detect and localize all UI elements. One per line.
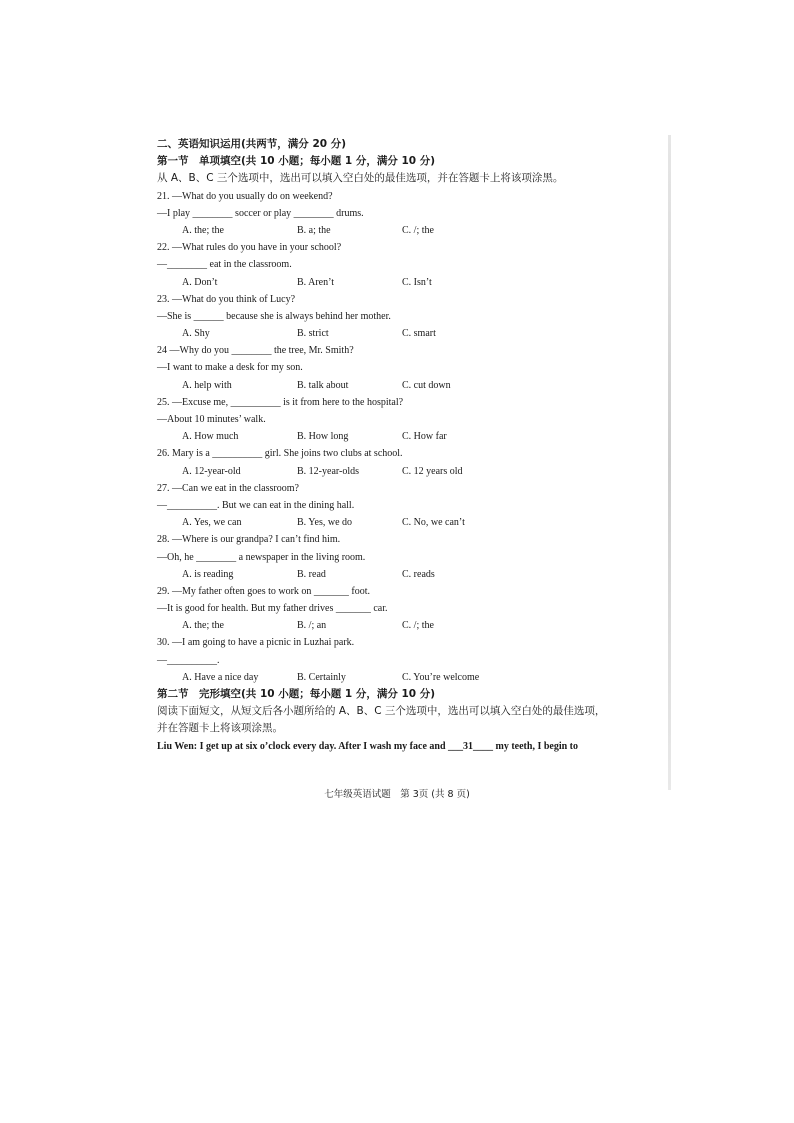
option-c: C. No, we can’t xyxy=(402,517,465,529)
page-footer: 七年级英语试题 第 3页 (共 8 页) xyxy=(324,789,470,800)
option-b: B. How long xyxy=(297,431,349,443)
option-c: C. /; the xyxy=(402,224,434,236)
option-a: A. 12-year-old xyxy=(182,465,241,477)
option-a: A. the; the xyxy=(182,620,224,632)
part-title: 二、英语知识运用(共两节，满分 20 分) xyxy=(157,138,347,150)
option-row xyxy=(157,274,667,291)
option-c: C. 12 years old xyxy=(402,465,463,477)
passage-start: Liu Wen: I get up at six o’clock every day. After I wash my face and ___31____ my teeth, I begin to xyxy=(157,740,579,752)
question-response: —She is ______ because she is always behind her mother. xyxy=(157,310,391,322)
question-item xyxy=(157,634,667,686)
option-row xyxy=(157,428,667,445)
question-stem: 25. —Excuse me, __________ is it from here to the hospital? xyxy=(157,396,404,408)
section1-title: 第一节 单项填空(共 10 小题；每小题 1 分，满分 10 分) xyxy=(157,155,436,168)
option-row xyxy=(157,222,667,239)
question-item xyxy=(157,342,667,394)
option-a: A. How much xyxy=(182,431,239,443)
option-b: B. Aren’t xyxy=(297,276,335,288)
option-b: B. 12-year-olds xyxy=(297,465,360,477)
option-a: A. Yes, we can xyxy=(182,517,242,529)
option-row xyxy=(157,325,667,342)
question-stem: 27. —Can we eat in the classroom? xyxy=(157,482,299,494)
option-c: C. Isn’t xyxy=(402,276,432,288)
option-a: A. help with xyxy=(182,379,232,391)
option-a: A. the; the xyxy=(182,224,224,236)
scan-shadow-edge xyxy=(668,135,671,790)
option-b: B. read xyxy=(297,568,326,580)
option-a: A. Shy xyxy=(182,328,210,340)
option-b: B. Certainly xyxy=(297,671,346,683)
section2-instruction-line2: 并在答题卡上将该项涂黑。 xyxy=(157,722,283,735)
question-item xyxy=(157,239,667,291)
option-b: B. a; the xyxy=(297,224,331,236)
option-a: A. is reading xyxy=(182,568,234,580)
option-b: B. strict xyxy=(297,328,329,340)
option-c: C. smart xyxy=(402,328,436,340)
section2-instruction-line1: 阅读下面短文，从短文后各小题所给的 A、B、C 三个选项中，选出可以填入空白处的最佳选项， xyxy=(157,705,606,718)
option-b: B. Yes, we do xyxy=(297,517,353,529)
exam-page-content xyxy=(157,136,667,755)
option-a: A. Have a nice day xyxy=(182,671,259,683)
option-b: B. talk about xyxy=(297,379,349,391)
question-stem: 29. —My father often goes to work on _______ foot. xyxy=(157,585,371,597)
question-response: —Oh, he ________ a newspaper in the living room. xyxy=(157,551,366,563)
question-stem: 22. —What rules do you have in your school? xyxy=(157,242,342,254)
question-item xyxy=(157,583,667,635)
question-stem: 21. —What do you usually do on weekend? xyxy=(157,190,333,202)
option-row xyxy=(157,566,667,583)
question-item xyxy=(157,291,667,343)
question-response: —I play ________ soccer or play ________ drums. xyxy=(157,207,364,219)
section2-title: 第二节 完形填空(共 10 小题；每小题 1 分，满分 10 分) xyxy=(157,688,436,700)
question-list xyxy=(157,188,667,686)
option-c: C. How far xyxy=(402,431,447,443)
option-c: C. cut down xyxy=(402,379,451,391)
option-b: B. /; an xyxy=(297,620,327,632)
question-response: —About 10 minutes’ walk. xyxy=(157,414,266,425)
question-item xyxy=(157,188,667,240)
option-c: C. reads xyxy=(402,568,435,580)
option-c: C. You’re welcome xyxy=(402,671,480,683)
question-response: —__________. xyxy=(157,654,220,666)
question-stem: 26. Mary is a __________ girl. She joins two clubs at school. xyxy=(157,448,403,460)
option-c: C. /; the xyxy=(402,620,434,632)
question-item xyxy=(157,531,667,583)
section1-instruction: 从 A、B、C 三个选项中，选出可以填入空白处的最佳选项，并在答题卡上将该项涂黑。 xyxy=(157,172,564,185)
option-row xyxy=(157,514,667,531)
question-item xyxy=(157,480,667,532)
question-stem: 24 —Why do you ________ the tree, Mr. Smith? xyxy=(157,345,354,357)
question-stem: 30. —I am going to have a picnic in Luzhai park. xyxy=(157,637,355,649)
option-row xyxy=(157,669,667,686)
option-row xyxy=(157,377,667,394)
option-row xyxy=(157,463,667,480)
option-a: A. Don’t xyxy=(182,276,218,288)
question-item xyxy=(157,394,667,446)
question-stem: 28. —Where is our grandpa? I can’t find him. xyxy=(157,534,341,546)
question-response: —________ eat in the classroom. xyxy=(157,259,292,271)
option-row xyxy=(157,617,667,634)
question-response: —I want to make a desk for my son. xyxy=(157,362,303,374)
question-response: —__________. But we can eat in the dining hall. xyxy=(157,499,355,511)
question-response: —It is good for health. But my father drives _______ car. xyxy=(157,603,388,615)
question-item xyxy=(157,445,667,479)
question-stem: 23. —What do you think of Lucy? xyxy=(157,293,296,305)
